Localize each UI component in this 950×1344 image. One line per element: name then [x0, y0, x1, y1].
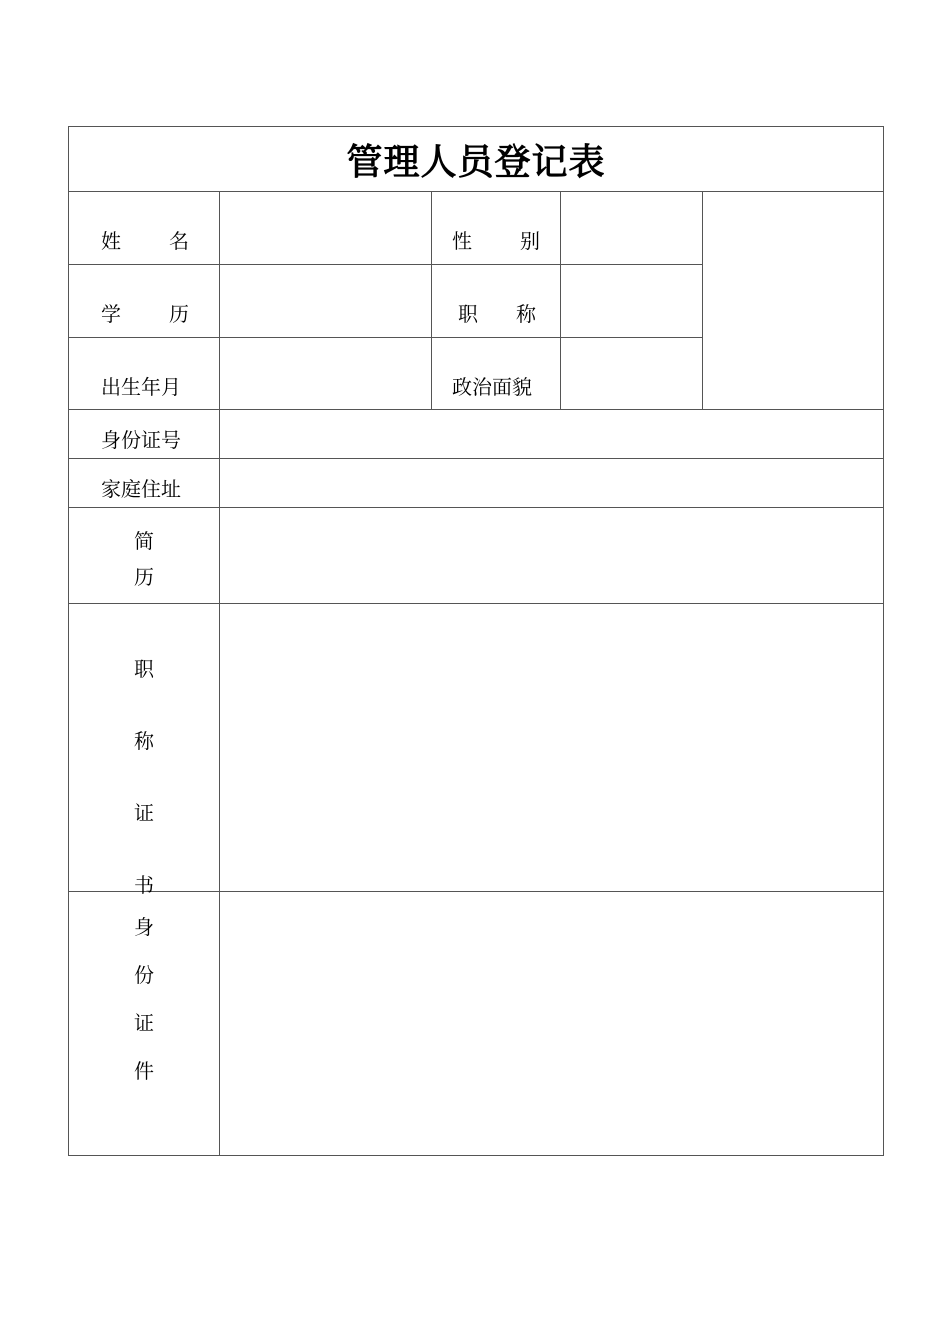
birth-field[interactable]	[220, 338, 431, 409]
label-id-number: 身份证号	[101, 428, 181, 452]
label-birth: 出生年月	[101, 375, 181, 399]
job-title-field[interactable]	[561, 265, 702, 337]
label-name: 姓 名	[101, 229, 189, 253]
label-education: 学 历	[101, 302, 189, 326]
name-field[interactable]	[220, 192, 431, 264]
education-field[interactable]	[220, 265, 431, 337]
political-field[interactable]	[561, 338, 702, 409]
gender-field[interactable]	[561, 192, 702, 264]
label-address: 家庭住址	[101, 477, 181, 501]
id-number-field[interactable]	[220, 410, 883, 458]
label-title-certificate: 职 称 证 书	[134, 657, 154, 897]
label-resume: 简 历	[134, 529, 154, 589]
address-field[interactable]	[220, 459, 883, 507]
label-political: 政治面貌	[452, 375, 532, 399]
label-id-document: 身 份 证 件	[134, 915, 154, 1083]
form-title: 管理人员登记表	[346, 140, 606, 183]
divider	[431, 191, 432, 409]
label-job-title: 职 称	[458, 302, 536, 326]
resume-field[interactable]	[220, 508, 883, 603]
id-document-area[interactable]	[220, 892, 883, 1155]
photo-area[interactable]	[703, 192, 883, 409]
registration-form	[68, 126, 884, 1156]
title-certificate-area[interactable]	[220, 604, 883, 891]
label-gender: 性 别	[452, 229, 540, 253]
